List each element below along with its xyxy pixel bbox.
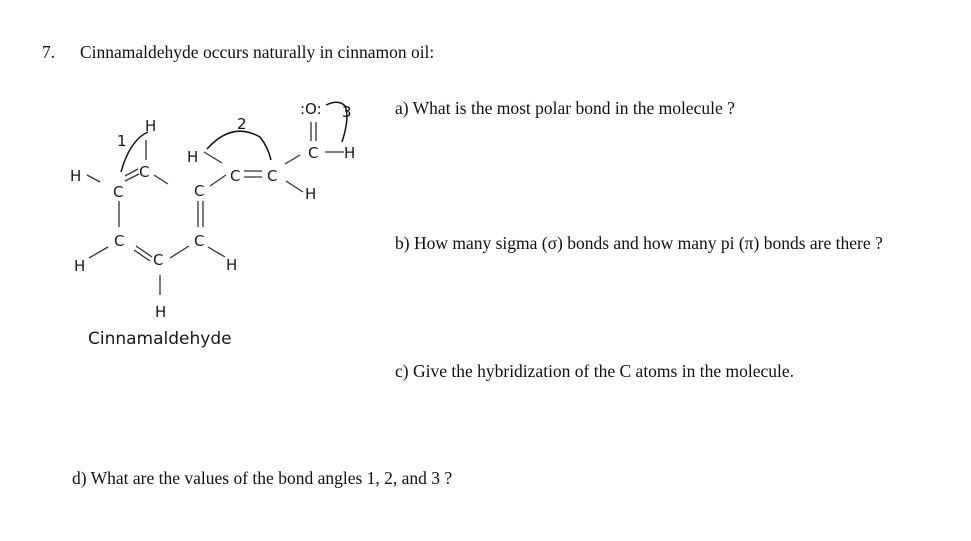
bond-c4-c5 — [170, 246, 189, 258]
atom-c4: C — [194, 232, 205, 250]
question-part-d: d) What are the values of the bond angles 1, 2, and 3 ? — [72, 468, 453, 488]
bond-c8-c9 — [285, 155, 300, 164]
bond-h-c7 — [204, 152, 222, 163]
cinnamaldehyde-structure — [60, 95, 370, 360]
angle-label-3: 3 — [342, 103, 352, 121]
question-part-c: c) Give the hybridization of the C atoms in the molecule. — [395, 361, 794, 381]
angle-label-1: 1 — [117, 132, 127, 150]
atom-c7: C — [230, 167, 241, 185]
atom-labels — [70, 100, 355, 321]
atom-c9: C — [308, 144, 319, 162]
bond-h-c8 — [286, 181, 303, 192]
atom-c6: C — [114, 232, 125, 250]
bond-c3-c7 — [210, 175, 226, 186]
atom-h-bottom: H — [155, 303, 167, 321]
bond-c5-c6 — [136, 246, 152, 257]
angle-2-arc — [207, 131, 271, 160]
question-intro: Cinnamaldehyde occurs naturally in cinnamon oil: — [80, 42, 435, 62]
atom-h-aldehyde: H — [344, 144, 356, 162]
question-part-b: b) How many sigma (σ) bonds and how many pi (π) bonds are there ? — [395, 233, 883, 253]
atom-h-c7: H — [187, 148, 199, 166]
atom-c3: C — [194, 182, 205, 200]
question-part-a: a) What is the most polar bond in the molecule ? — [395, 98, 735, 118]
atom-oxygen: :O: — [300, 100, 322, 118]
atom-c1: C — [113, 183, 124, 201]
atom-h-top: H — [145, 117, 157, 135]
atom-h-left-bottom: H — [74, 257, 86, 275]
atom-h-c4: H — [226, 256, 238, 274]
bond-c2-c3 — [154, 175, 168, 184]
bond-h-c4 — [208, 247, 225, 257]
atom-h-c8: H — [305, 185, 317, 203]
bond-h-c1 — [87, 175, 100, 182]
atom-c8: C — [267, 167, 278, 185]
angle-label-2: 2 — [237, 115, 247, 133]
atom-c5: C — [153, 251, 164, 269]
question-number: 7. — [42, 42, 56, 62]
molecule-caption: Cinnamaldehyde — [88, 329, 232, 349]
atom-c2: C — [139, 163, 150, 181]
atom-h-left-top: H — [70, 167, 82, 185]
bond-h-c6 — [89, 247, 108, 258]
